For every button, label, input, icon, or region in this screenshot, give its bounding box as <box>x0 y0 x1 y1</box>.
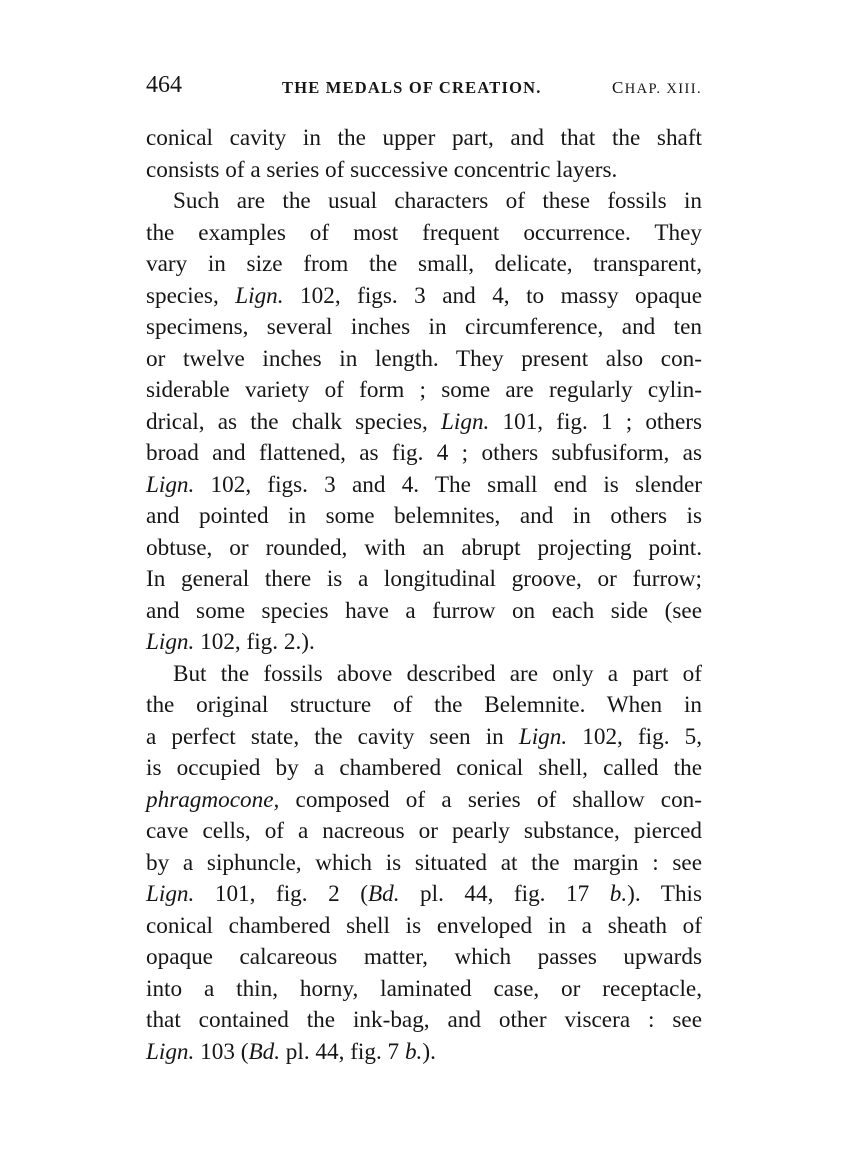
text-segment: and some species have a furrow on each side (see <box>146 597 702 624</box>
italic-text: Lign. <box>235 282 284 309</box>
text-line <box>146 1005 702 1037</box>
text-line <box>146 407 702 439</box>
text-line <box>146 564 702 596</box>
text-segment: the examples of most frequent occurrence. They <box>146 219 702 246</box>
text-line <box>146 186 702 218</box>
running-head <box>146 72 702 108</box>
text-line <box>146 155 702 187</box>
text-segment: drical, as the chalk species, <box>146 408 442 435</box>
text-line <box>146 627 702 659</box>
text-segment: 102, fig. 5, <box>567 723 702 750</box>
text-line <box>146 1037 702 1069</box>
text-line <box>146 722 702 754</box>
italic-text: Lign. <box>441 408 490 435</box>
text-segment: the original structure of the Belemnite. When in <box>146 692 702 718</box>
text-line <box>146 533 702 565</box>
text-segment: 102, figs. 3 and 4, to massy opaque <box>283 282 702 309</box>
text-segment: 103 ( <box>194 1038 249 1065</box>
text-segment: pl. 44, fig. 17 <box>399 881 610 907</box>
italic-text: b. <box>404 1038 423 1065</box>
italic-text: phragmocone, <box>146 786 280 813</box>
text-segment: ). This <box>627 881 703 907</box>
text-segment: composed of a series of shallow con- <box>279 786 702 813</box>
italic-text: Lign. <box>146 629 195 655</box>
text-segment: by a siphuncle, which is situated at the margin : see <box>146 849 702 876</box>
chapter-label-rest: HAP. XIII. <box>624 81 702 97</box>
text-segment: is occupied by a chambered conical shell, called the <box>146 755 702 781</box>
text-line <box>146 596 702 628</box>
italic-text: Bd. <box>367 881 400 907</box>
text-segment: broad and flattened, as fig. 4 ; others subfusiform, as <box>146 440 702 466</box>
text-line <box>146 942 702 974</box>
text-segment: that contained the ink-bag, and other viscera : see <box>146 1007 702 1033</box>
text-line <box>146 690 702 722</box>
text-line <box>146 344 702 376</box>
italic-text: Lign. <box>146 1038 195 1065</box>
text-line <box>146 249 702 281</box>
text-segment: specimens, several inches in circumference, and ten <box>146 314 702 340</box>
italic-text: Lign. <box>146 881 195 907</box>
italic-text: Lign. <box>518 723 568 750</box>
text-segment: But the fossils above described are only a part of <box>173 660 702 687</box>
chapter-label <box>612 78 702 98</box>
text-segment: species, <box>146 282 236 309</box>
text-segment: vary in size from the small, delicate, transparent, <box>146 251 702 277</box>
text-line <box>146 911 702 943</box>
chapter-label-cap: C <box>612 78 625 97</box>
text-segment: Such are the usual characters of these fossils in <box>173 188 702 214</box>
text-line <box>146 438 702 470</box>
text-line <box>146 281 702 313</box>
italic-text: b. <box>609 881 628 907</box>
text-segment: pl. 44, fig. 7 <box>280 1038 405 1065</box>
text-line <box>146 848 702 880</box>
text-line <box>146 501 702 533</box>
text-segment: or twelve inches in length. They present also con- <box>146 345 702 372</box>
text-segment: 102, figs. 3 and 4. The small end is slender <box>194 471 702 498</box>
text-segment: 101, fig. 1 ; others <box>489 408 702 435</box>
text-segment: 101, fig. 2 ( <box>194 881 368 907</box>
text-segment: siderable variety of form ; some are regularly cylin- <box>146 377 702 403</box>
text-line <box>146 470 702 502</box>
text-segment: ). <box>422 1038 436 1065</box>
text-segment: In general there is a longitudinal groove, or furrow; <box>146 566 702 592</box>
text-segment: consists of a series of successive concentric layers. <box>146 156 618 183</box>
body-text <box>146 123 702 1068</box>
text-segment: obtuse, or rounded, with an abrupt projecting point. <box>146 534 702 561</box>
text-segment: 102, fig. 2.). <box>194 629 315 655</box>
text-line <box>146 218 702 250</box>
text-segment: cave cells, of a nacreous or pearly substance, pierced <box>146 818 702 844</box>
text-line <box>146 753 702 785</box>
text-segment: conical cavity in the upper part, and that the shaft <box>146 125 702 151</box>
text-line <box>146 659 702 691</box>
text-segment: a perfect state, the cavity seen in <box>146 723 519 750</box>
italic-text: Bd. <box>248 1038 280 1065</box>
text-segment: opaque calcareous matter, which passes upwards <box>146 944 702 970</box>
text-line <box>146 816 702 848</box>
text-line <box>146 123 702 155</box>
text-line <box>146 974 702 1006</box>
text-line <box>146 785 702 817</box>
text-segment: conical chambered shell is enveloped in a sheath of <box>146 912 702 939</box>
book-page <box>146 72 702 1068</box>
book-title: THE MEDALS OF CREATION. <box>282 78 542 97</box>
text-line <box>146 375 702 407</box>
text-segment: and pointed in some belemnites, and in others is <box>146 503 702 529</box>
page-number: 464 <box>146 72 182 98</box>
text-line <box>146 312 702 344</box>
text-segment: into a thin, horny, laminated case, or receptacle, <box>146 975 702 1002</box>
text-line <box>146 879 702 911</box>
italic-text: Lign. <box>146 471 195 498</box>
